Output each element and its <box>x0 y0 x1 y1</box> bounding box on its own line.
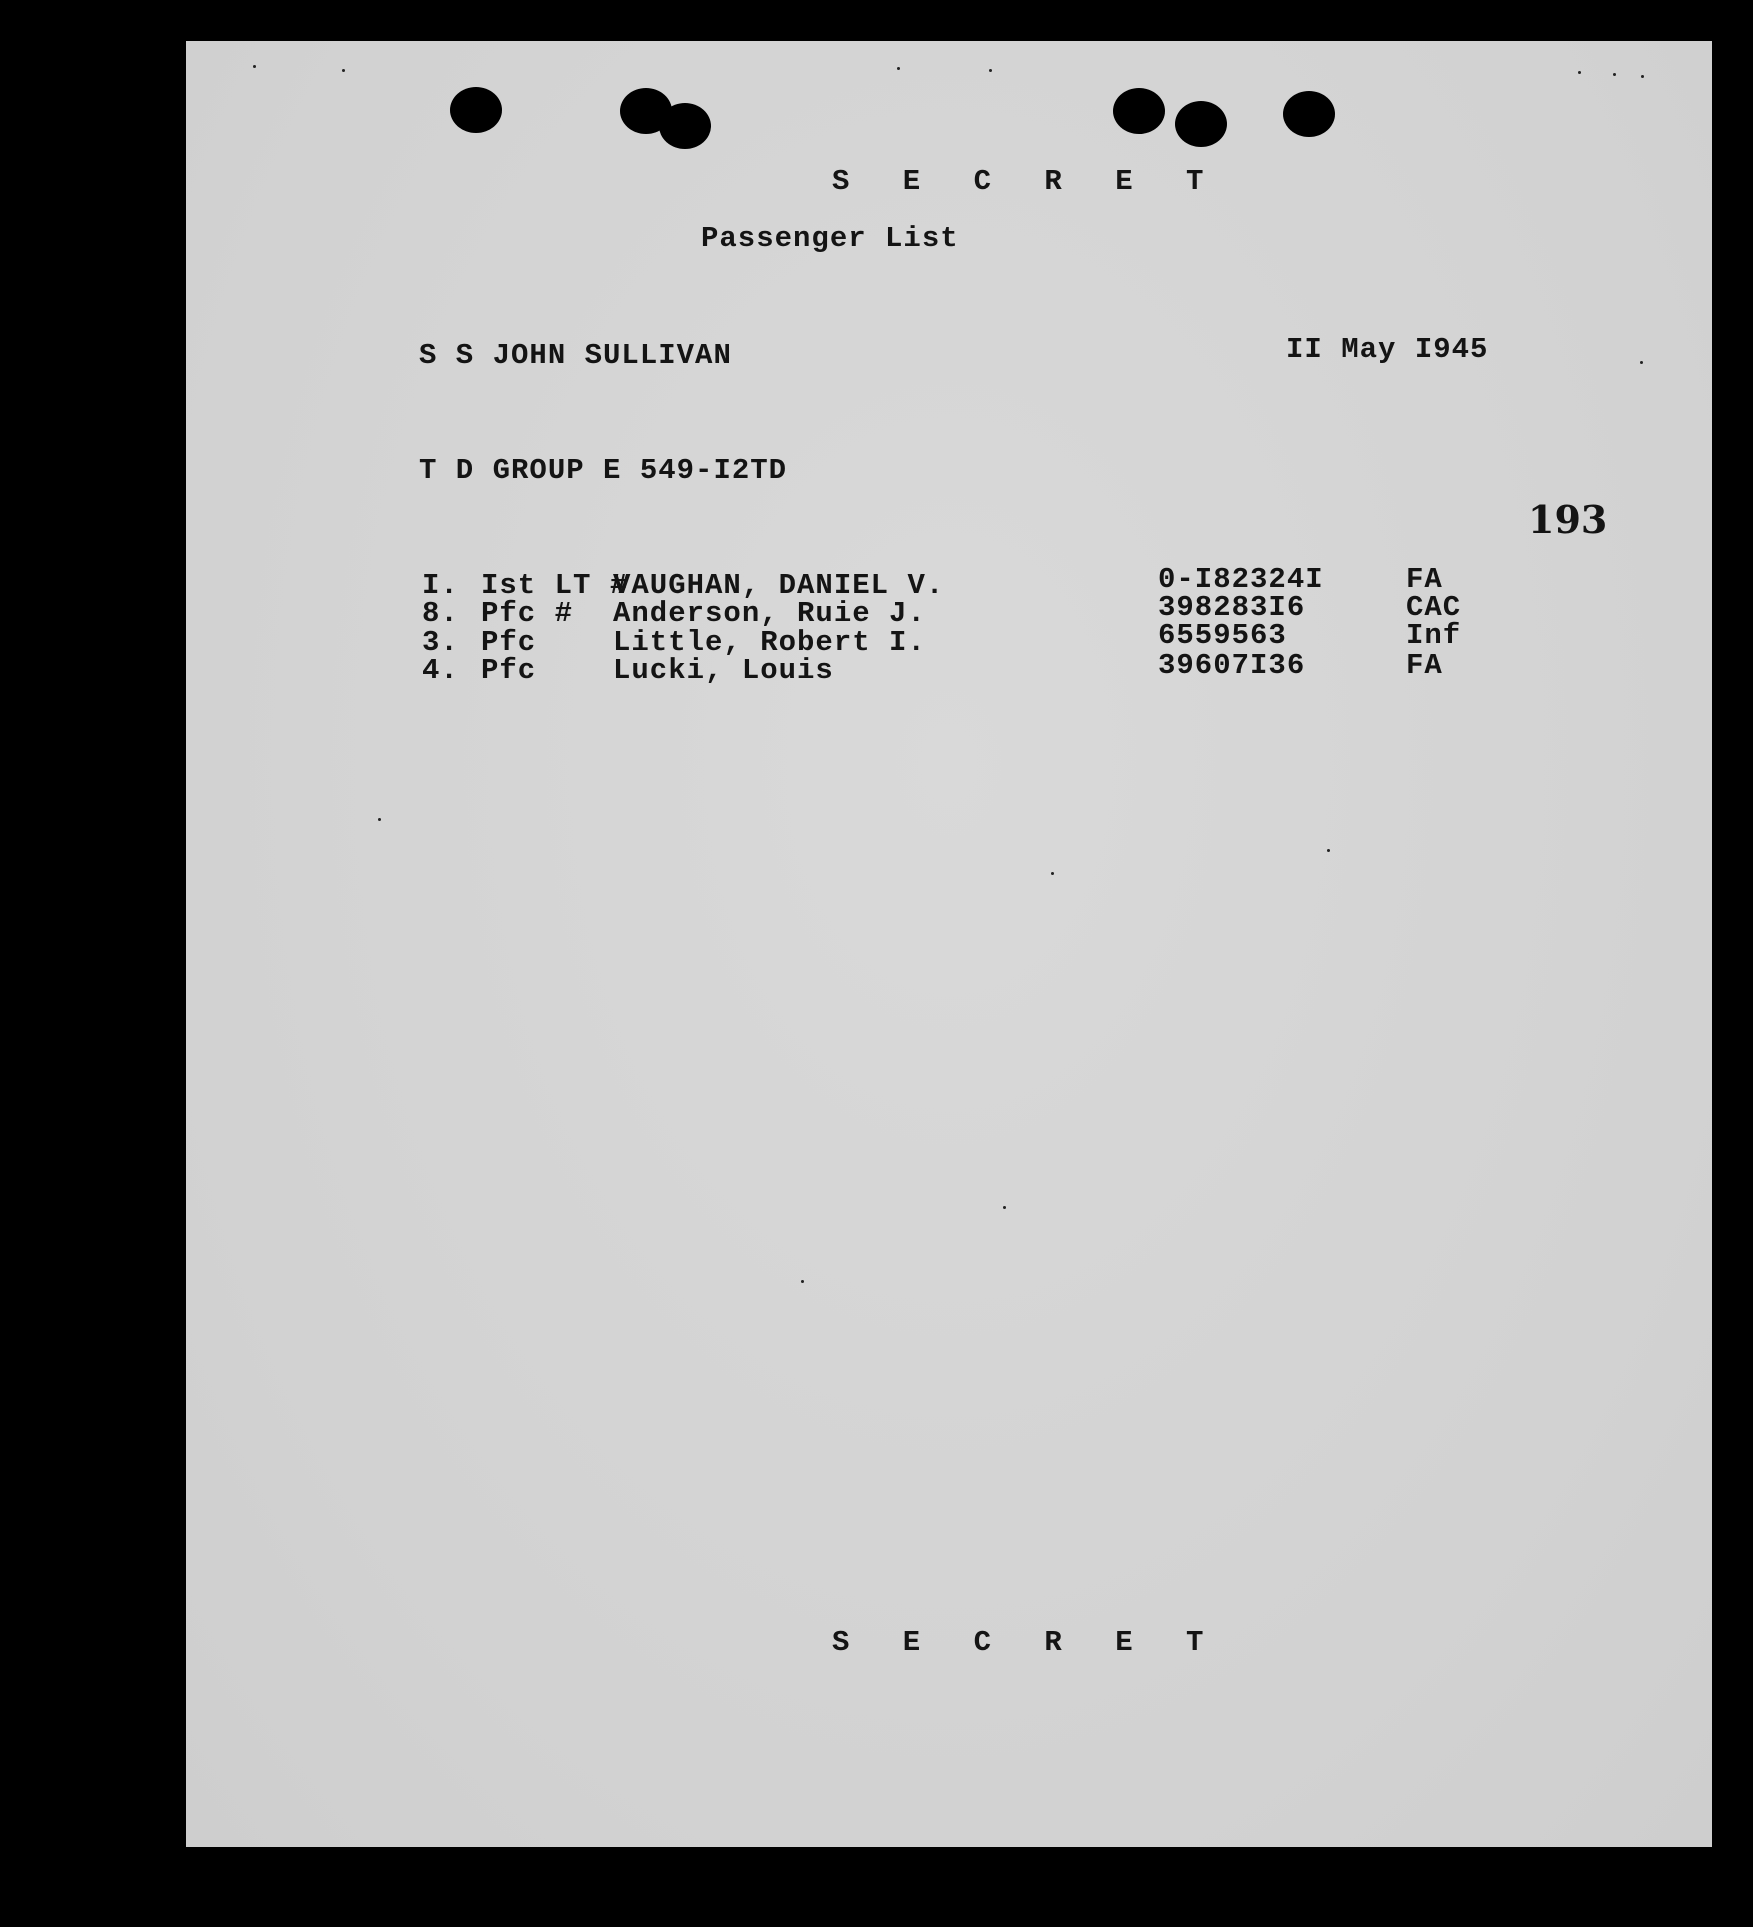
speck <box>1578 71 1581 74</box>
passenger-rank: Pfc <box>481 654 537 687</box>
speck <box>1613 73 1616 76</box>
document-title: Passenger List <box>701 222 959 255</box>
classification-footer: S E C R E T <box>832 1626 1222 1659</box>
page-number-stamp: 193 <box>1528 497 1608 542</box>
passenger-number: I. <box>422 569 459 602</box>
passenger-branch: Inf <box>1406 619 1462 652</box>
passenger-branch: FA <box>1406 649 1443 682</box>
passenger-branch: FA <box>1406 563 1443 596</box>
punch-hole <box>1283 91 1335 137</box>
passenger-rank: Pfc # <box>481 597 574 630</box>
speck <box>1327 849 1330 852</box>
speck <box>1051 872 1054 875</box>
passenger-rank: Ist LT # <box>481 569 629 602</box>
passenger-rank: Pfc <box>481 626 537 659</box>
speck <box>1641 75 1644 78</box>
document-date: II May I945 <box>1286 333 1489 366</box>
passenger-name: Lucki, Louis <box>613 654 834 687</box>
passenger-name: Little, Robert I. <box>613 626 926 659</box>
punch-hole <box>1113 88 1165 134</box>
speck <box>253 65 256 68</box>
punch-hole <box>450 87 502 133</box>
speck <box>801 1280 804 1283</box>
passenger-number: 8. <box>422 597 459 630</box>
passenger-name: Anderson, Ruie J. <box>613 597 926 630</box>
document-page <box>186 41 1712 1847</box>
passenger-serial: 0-I82324I <box>1158 563 1324 596</box>
classification-header: S E C R E T <box>832 165 1222 198</box>
speck <box>1640 361 1643 364</box>
punch-hole <box>1175 101 1227 147</box>
ship-name: S S JOHN SULLIVAN <box>419 339 732 372</box>
speck <box>897 67 900 70</box>
speck <box>342 69 345 72</box>
passenger-name: VAUGHAN, DANIEL V. <box>613 569 945 602</box>
passenger-serial: 398283I6 <box>1158 591 1306 624</box>
speck <box>378 818 381 821</box>
passenger-number: 3. <box>422 626 459 659</box>
passenger-serial: 6559563 <box>1158 619 1287 652</box>
passenger-serial: 39607I36 <box>1158 649 1306 682</box>
group-designation: T D GROUP E 549-I2TD <box>419 454 788 487</box>
punch-hole <box>659 103 711 149</box>
passenger-number: 4. <box>422 654 459 687</box>
passenger-branch: CAC <box>1406 591 1462 624</box>
speck <box>989 69 992 72</box>
speck <box>1003 1206 1006 1209</box>
